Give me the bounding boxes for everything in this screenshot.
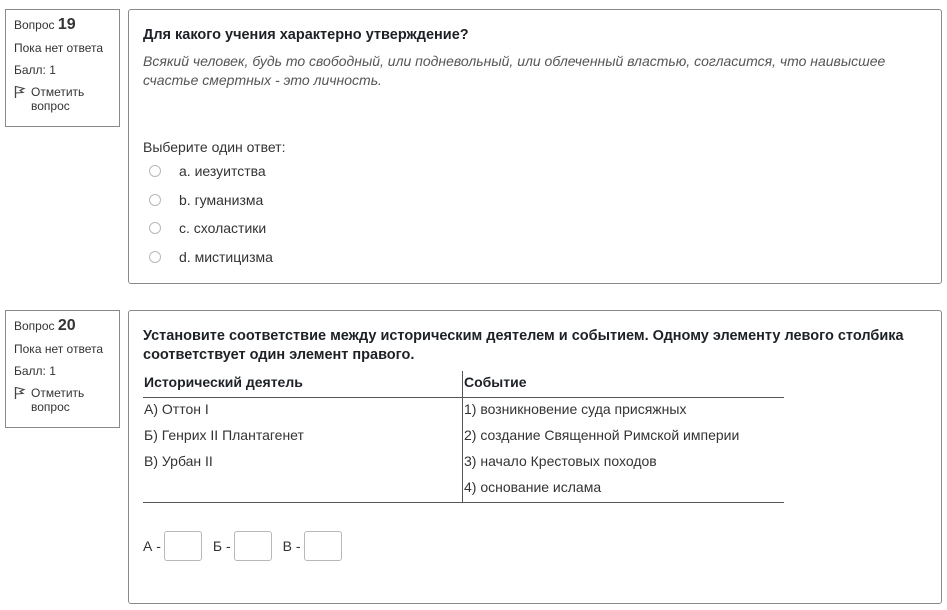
q20-info-panel (5, 310, 120, 428)
radio-button[interactable] (149, 194, 161, 206)
q19-option-b[interactable]: b. гуманизма (149, 192, 263, 208)
q20-question-text: Установите соответствие между историческим деятелем и событием. Одному элементу левого столбика соответствует один элемент правого. (143, 328, 904, 363)
answer-input-v[interactable] (304, 531, 342, 561)
q19-question-text: Для какого учения характерно утверждение? (143, 27, 469, 43)
answer-label-b: Б - (212, 538, 231, 554)
q20-content (128, 310, 942, 604)
q19-status: Пока нет ответа (14, 41, 104, 55)
flag-icon (14, 85, 26, 99)
q20-score: Балл: 1 (14, 364, 56, 378)
answer-input-a[interactable] (164, 531, 202, 561)
answer-label-a: А - (143, 538, 161, 554)
table-row (143, 450, 784, 476)
q20-status: Пока нет ответа (14, 342, 104, 356)
table-header-cell: Событие (463, 371, 785, 398)
radio-button[interactable] (149, 222, 161, 234)
q19-flag-label: Отметить вопрос (31, 85, 85, 113)
q19-score: Балл: 1 (14, 63, 56, 77)
q20-number: Вопрос 20 (14, 317, 76, 334)
table-cell: 4) основание ислама (464, 479, 602, 495)
answer-fields (143, 531, 353, 561)
answer-input-b[interactable] (234, 531, 272, 561)
q19-prompt: Выберите один ответ: (143, 139, 286, 155)
table-cell: 1) возникновение суда присяжных (464, 401, 687, 417)
table-cell: 3) начало Крестовых походов (464, 453, 657, 469)
q19-option-d[interactable]: d. мистицизма (149, 249, 273, 265)
q19-quote: Всякий человек, будь то свободный, или подневольный, или облеченный властью, согласится, что наивысшее счастье смертных - это личность. (143, 53, 886, 88)
q19-option-c[interactable]: c. схоластики (149, 220, 266, 236)
matching-table (143, 371, 784, 503)
q19-info-panel (5, 9, 120, 127)
radio-button[interactable] (149, 165, 161, 177)
table-row (143, 476, 784, 503)
q19-option-a[interactable]: a. иезуитства (149, 163, 266, 179)
table-cell (143, 476, 463, 503)
table-cell: В) Урбан II (143, 450, 463, 476)
q19-number: Вопрос 19 (14, 16, 76, 33)
table-header-cell: Исторический деятель (143, 371, 463, 398)
answer-label-v: В - (282, 538, 301, 554)
table-cell: Б) Генрих II Плантагенет (143, 424, 463, 450)
q19-flag-button[interactable] (14, 85, 119, 113)
flag-icon (14, 386, 26, 400)
q20-flag-label: Отметить вопрос (31, 386, 85, 414)
q19-content (128, 9, 942, 284)
table-cell: А) Оттон I (143, 398, 463, 425)
radio-button[interactable] (149, 251, 161, 263)
table-cell: 2) создание Священной Римской империи (464, 427, 740, 443)
table-row (143, 398, 784, 425)
table-header-row (143, 371, 784, 398)
q20-flag-button[interactable] (14, 386, 119, 414)
table-row (143, 424, 784, 450)
